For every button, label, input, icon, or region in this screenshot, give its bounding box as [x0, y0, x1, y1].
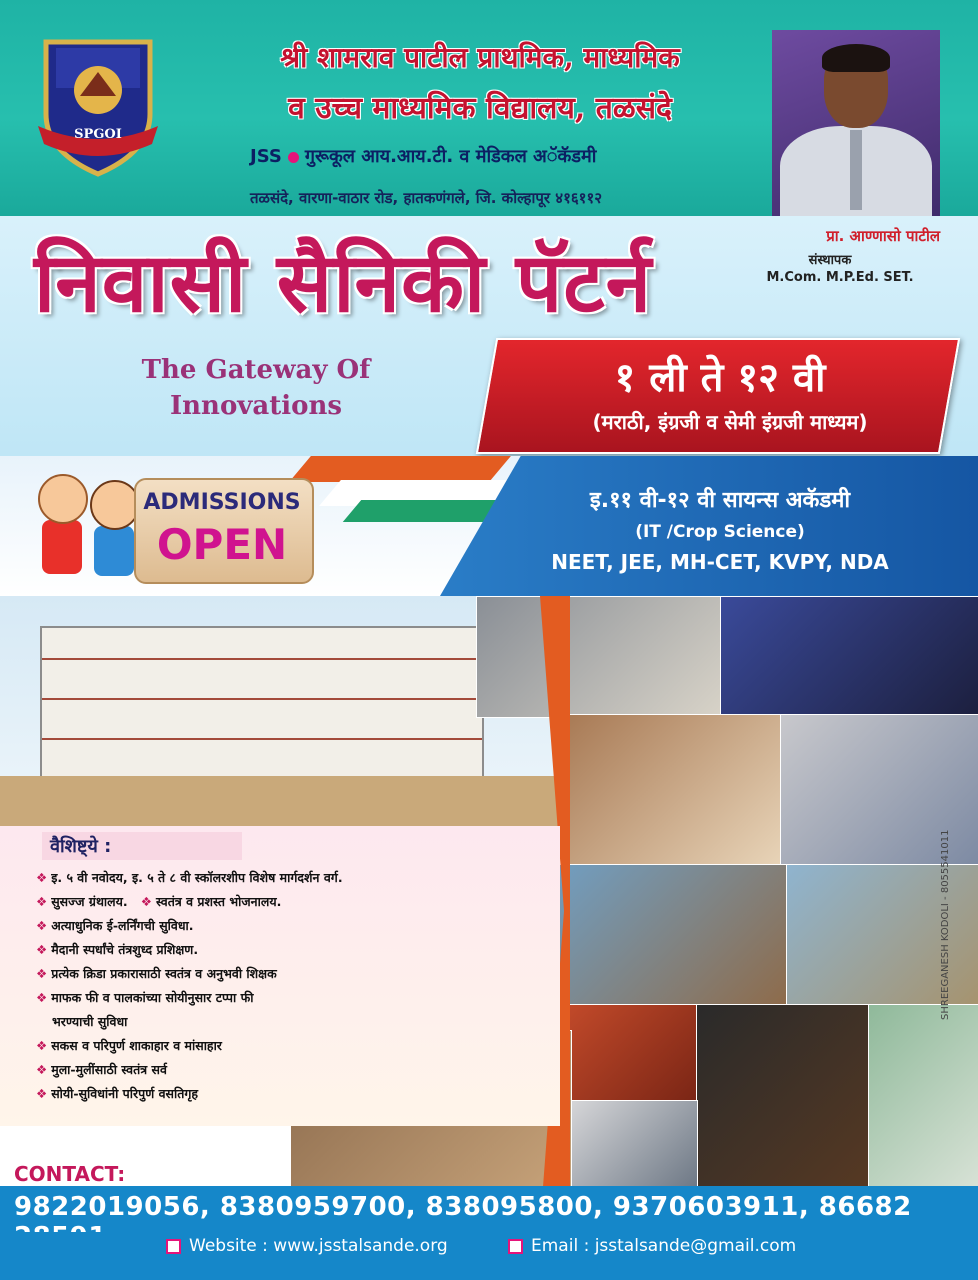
diamond-bullet-icon: ❖: [36, 942, 48, 957]
computer-lab-photo: [566, 714, 782, 866]
feature-item: ❖ माफक फी व पालकांच्या सोयीनुसार टप्पा फी: [36, 990, 254, 1005]
dance-photo: [720, 596, 978, 716]
admissions-label: ADMISSIONS: [143, 490, 301, 515]
email: [508, 1236, 888, 1256]
crest-text: SPGOI: [74, 127, 122, 142]
main-title: निवासी सैनिकी पॅटर्न: [34, 235, 653, 331]
feature-item: ❖ मैदानी स्पर्धांचे तंत्रशुध्द प्रशिक्षण.: [36, 942, 199, 957]
academy-name: गुरूकूल आय.आय.टी. व मेडिकल अॅकॅडमी: [304, 146, 597, 167]
bullet-dot-icon: [288, 152, 299, 163]
feature-item: ❖ अत्याधुनिक ई-लर्निंगची सुविधा.: [36, 918, 194, 933]
school-address: तळसंदे, वारणा-वाठार रोड, हातकणंगले, जि. कोल्हापूर ४१६११२: [250, 189, 603, 207]
website-text: Website : www.jsstalsande.org: [189, 1236, 448, 1256]
academy-line: [250, 144, 770, 168]
founder-name: प्रा. आण्णासो पाटील: [826, 227, 940, 245]
diamond-bullet-icon: ❖: [36, 1062, 48, 1077]
diamond-bullet-icon: ❖: [140, 894, 152, 909]
tagline-line2: Innovations: [169, 391, 343, 421]
feature-item: ❖ सकस व परिपुर्ण शाकाहार व मांसाहार: [36, 1038, 222, 1053]
diamond-bullet-icon: ❖: [36, 1038, 48, 1053]
diamond-bullet-icon: ❖: [36, 1086, 48, 1101]
diamond-bullet-icon: ❖: [36, 894, 48, 909]
email-icon: [508, 1239, 523, 1254]
feature-item: ❖ सुसज्ज ग्रंथालय. ❖ स्वतंत्र व प्रशस्त भोजनालय.: [36, 894, 282, 909]
tagline: [96, 352, 416, 424]
features-heading: वैशिष्ट्ये :: [42, 832, 242, 860]
phone-numbers: 9822019056, 8380959700, 838095800, 9370603911, 86682: [14, 1192, 912, 1222]
science-stream: (IT /Crop Science): [635, 522, 805, 542]
entrance-exams: NEET, JEE, MH-CET, KVPY, NDA: [551, 550, 889, 574]
diamond-bullet-icon: ❖: [36, 918, 48, 933]
web-icon: [166, 1239, 181, 1254]
tagline-line1: The Gateway Of: [141, 355, 371, 385]
founder-degree: M.Com. M.P.Ed. SET.: [766, 270, 914, 285]
website: [166, 1236, 486, 1256]
features-list: [36, 866, 476, 1106]
founder-role: संस्थापक: [808, 253, 852, 268]
wrestling-photo: [566, 1004, 698, 1102]
open-label: OPEN: [156, 520, 288, 569]
diamond-bullet-icon: ❖: [36, 870, 48, 885]
founder-photo: [772, 30, 940, 216]
school-crest-logo: [36, 34, 160, 180]
diamond-bullet-icon: ❖: [36, 966, 48, 981]
science-academy: इ.११ वी-१२ वी सायन्स अकॅडमी: [589, 488, 851, 513]
feature-item: ❖ सोयी-सुविधांनी परिपुर्ण वसतिगृह: [36, 1086, 199, 1101]
feature-item: ❖ प्रत्येक क्रिडा प्रकारासाठी स्वतंत्र व अनुभवी शिक्षक: [36, 966, 277, 981]
school-name-line1: श्री शामराव पाटील प्राथमिक, माध्यमिक: [280, 41, 680, 74]
feature-item: ❖ इ. ५ वी नवोदय, इ. ५ ते ८ वी स्कॉलरशीप विशेष मार्गदर्शन वर्ग.: [36, 870, 343, 885]
diamond-bullet-icon: ❖: [36, 990, 48, 1005]
jss-label: JSS: [250, 146, 282, 167]
designer-credit: SHREEGANESH KODOLI - 8055541011: [940, 829, 951, 1020]
kids-illustration: [28, 474, 148, 584]
school-name-line2: व उच्च माध्यमिक विद्यालय, तळसंदे: [288, 91, 672, 126]
feature-item: ❖ मुला-मुलींसाठी स्वतंत्र सर्व: [36, 1062, 167, 1077]
contact-label: CONTACT:: [14, 1162, 126, 1186]
feature-item: भरण्याची सुविधा: [52, 1014, 128, 1029]
kabaddi-photo: [536, 864, 788, 1006]
email-text: Email : jsstalsande@gmail.com: [531, 1236, 797, 1256]
class-medium: (मराठी, इंग्रजी व सेमी इंग्रजी माध्यम): [592, 410, 868, 434]
class-range: १ ली ते १२ वी: [614, 355, 826, 401]
lab-photo: [476, 596, 722, 718]
orange-stripe: [289, 456, 511, 482]
